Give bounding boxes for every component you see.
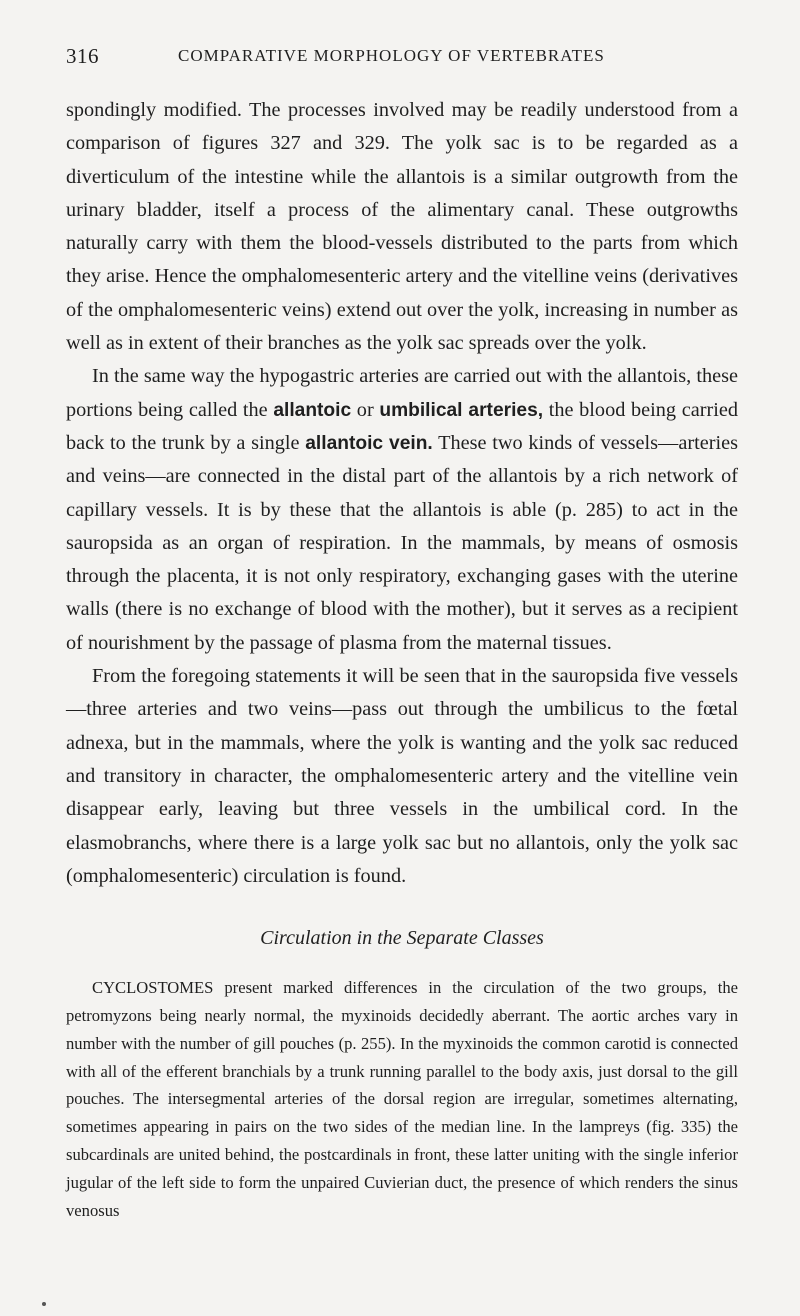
running-head [66,44,738,74]
paragraph-2-part-3: the blood being carried back to the trunk by a single [66,398,738,454]
paragraph-3: From the foregoing statements it will be seen that in the sauropsida five vessels—three arteries and two veins—pass out through the umbilicus to the fœtal adnexa, but in the mammals, where the yolk is wanting and the yolk sac reduced and transitory in character, the omphalomesenteric artery and the vitelline vein disappear early, leaving but three vessels in the umbilical cord. In the elasmobranchs, where there is a large yolk sac but no allantois, only the yolk sac (omphalomesenteric) circulation is found. [66,665,738,887]
paragraph-1: spondingly modified. The processes involved may be readily understood from a comparison of figures 327 and 329. The yolk sac is to be regarded as a diverticulum of the intestine while the allantois is a similar outgrowth from the urinary bladder, itself a process of the alimentary canal. These outgrowths naturally carry with them the blood-vessels distributed to the parts from which they arise. Hence the omphalomesenteric artery and the vitelline veins (derivatives of the omphalomesenteric veins) extend out over the yolk, increasing in number as well as in extent of their branches as the yolk sac spreads over the yolk. [66,99,738,355]
section-heading: Circulation in the Separate Classes [260,927,544,950]
page-number: 316 [66,44,99,68]
paragraph-2-part-2: or [351,398,380,421]
paragraph-2-part-4: These two kinds of vessels—arteries and veins—are connected in the distal part of the allantois by a rich network of capillary vessels. It is by these that the allantois is able (p. 285) to act in the sauropsida as an organ of respiration. In the mammals, by means of osmosis through the placenta, it is not only respiratory, exchanging gases with the uterine walls (there is no exchange of blood with the mother), but it serves as a recipient of nourishment by the passage of plasma from the maternal tissues. [66,431,738,654]
term-umbilical-arteries: umbilical arteries, [379,399,544,421]
running-title: COMPARATIVE MORPHOLOGY OF VERTEBRATES [178,46,605,65]
term-allantoic-vein: allantoic vein. [305,432,433,454]
page-mark [42,1302,46,1306]
paragraph-2-part-1: In the same way the hypogastric arteries are carried out with the allantois, these portions being called the [66,365,738,421]
small-print-text [66,974,738,1224]
main-text [66,94,738,893]
paragraph-2 [66,360,738,660]
small-paragraph: CYCLOSTOMES present marked differences in the circulation of the two groups, the petromyzons being nearly normal, the myxinoids decidedly aberrant. The aortic arches vary in number with the number of gill pouches (p. 255). In the myxinoids the common carotid is connected with all of the efferent branchials by a trunk running parallel to the body axis, just dorsal to the gill pouches. The intersegmental arteries of the dorsal region are irregular, sometimes alternating, sometimes appearing in pairs on the two sides of the median line. In the lampreys (fig. 335) the subcardinals are united behind, the postcardinals in front, these latter uniting with the single inferior jugular of the left side to form the unpaired Cuvierian duct, the presence of which renders the sinus venosus [66,978,738,1220]
book-page [66,44,738,1224]
term-allantoic: allantoic [273,399,352,421]
